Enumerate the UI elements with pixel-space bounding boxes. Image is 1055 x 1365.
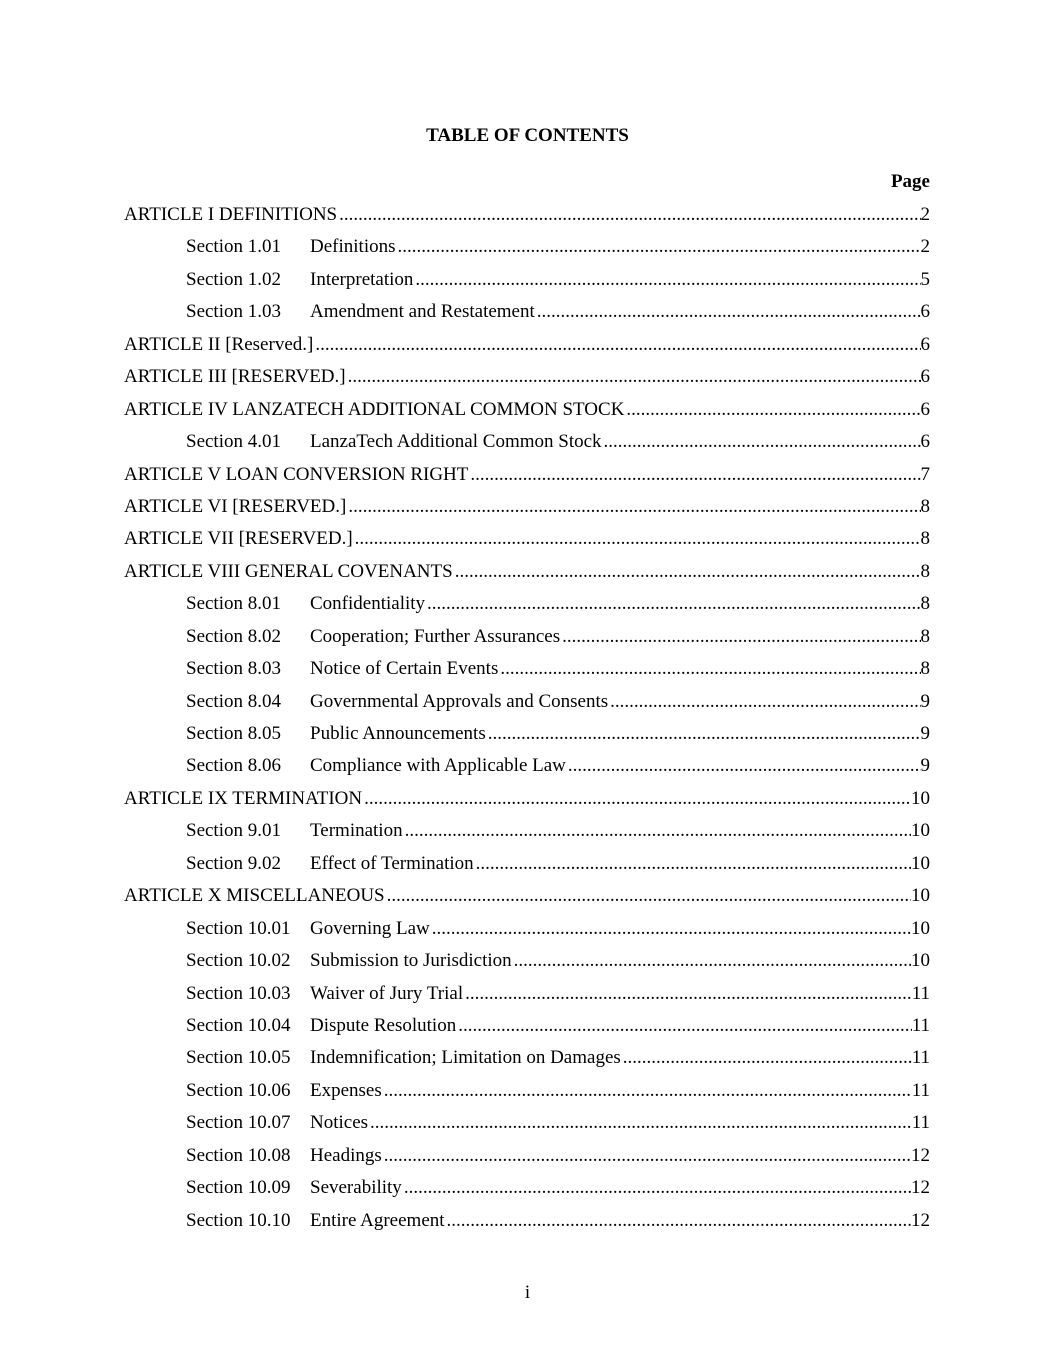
dot-leader <box>455 559 921 585</box>
dot-leader <box>562 624 920 650</box>
toc-section-number: Section 10.07 <box>186 1112 291 1134</box>
toc-section-entry[interactable] <box>124 656 930 688</box>
dot-leader <box>626 397 920 423</box>
dot-leader <box>623 1045 912 1071</box>
toc-article-entry[interactable] <box>124 494 930 526</box>
toc-entry-label: Governing Law <box>310 917 430 939</box>
dot-leader <box>500 656 920 682</box>
toc-section-entry[interactable] <box>124 818 930 850</box>
toc-page-number: 6 <box>920 366 930 388</box>
toc-section-entry[interactable] <box>124 267 930 299</box>
toc-entry-label: Definitions <box>310 236 396 258</box>
toc-page-number: 6 <box>920 431 930 453</box>
toc-entry-label: Compliance with Applicable Law <box>310 755 566 777</box>
toc-section-entry[interactable] <box>124 1143 930 1175</box>
toc-section-entry[interactable] <box>124 1208 930 1240</box>
toc-section-entry[interactable] <box>124 689 930 721</box>
toc-section-number: Section 10.08 <box>186 1144 291 1166</box>
toc-entry-label: Indemnification; Limitation on Damages <box>310 1047 621 1069</box>
toc-section-number: Section 8.01 <box>186 593 281 615</box>
toc-page-number: 6 <box>920 398 930 420</box>
dot-leader <box>405 818 911 844</box>
toc-entry-label: ARTICLE VII [RESERVED.] <box>124 528 353 550</box>
toc-section-number: Section 9.01 <box>186 820 281 842</box>
toc-entry-label: ARTICLE V LOAN CONVERSION RIGHT <box>124 463 469 485</box>
dot-leader <box>514 948 911 974</box>
toc-entry-label: Interpretation <box>310 268 414 290</box>
toc-page-number: 7 <box>920 463 930 485</box>
toc-section-number: Section 9.02 <box>186 852 281 874</box>
dot-leader <box>384 1143 911 1169</box>
dot-leader <box>604 429 921 455</box>
toc-entry-label: Termination <box>310 820 403 842</box>
toc-article-entry[interactable] <box>124 786 930 818</box>
toc-article-entry[interactable] <box>124 462 930 494</box>
toc-page-number: 5 <box>920 268 930 290</box>
dot-leader <box>458 1013 912 1039</box>
toc-page-number: 12 <box>911 1209 930 1231</box>
toc-page-number: 11 <box>911 1079 930 1101</box>
toc-entry-label: Cooperation; Further Assurances <box>310 625 561 647</box>
toc-page-number: 6 <box>920 301 930 323</box>
dot-leader <box>447 1208 911 1234</box>
toc-page-number: 10 <box>911 820 930 842</box>
dot-leader <box>465 981 912 1007</box>
toc-entry-label: ARTICLE II [Reserved.] <box>124 333 314 355</box>
toc-entry-label: Severability <box>310 1177 402 1199</box>
toc-article-entry[interactable] <box>124 202 930 234</box>
toc-section-entry[interactable] <box>124 1110 930 1142</box>
dot-leader <box>404 1175 911 1201</box>
toc-section-number: Section 1.01 <box>186 236 281 258</box>
toc-section-entry[interactable] <box>124 1175 930 1207</box>
toc-section-number: Section 10.03 <box>186 982 291 1004</box>
toc-section-entry[interactable] <box>124 1078 930 1110</box>
toc-page-number: 11 <box>911 1047 930 1069</box>
toc-section-entry[interactable] <box>124 948 930 980</box>
toc-section-number: Section 10.05 <box>186 1047 291 1069</box>
toc-section-number: Section 1.03 <box>186 301 281 323</box>
toc-entry-label: ARTICLE III [RESERVED.] <box>124 366 346 388</box>
toc-section-number: Section 8.04 <box>186 690 281 712</box>
toc-entry-label: ARTICLE IV LANZATECH ADDITIONAL COMMON STOCK <box>124 398 625 420</box>
toc-article-entry[interactable] <box>124 397 930 429</box>
toc-page-number: 11 <box>911 982 930 1004</box>
toc-page-number: 10 <box>911 950 930 972</box>
toc-list <box>124 202 930 1240</box>
dot-leader <box>415 267 920 293</box>
dot-leader <box>610 689 920 715</box>
page-column-header: Page <box>890 171 930 192</box>
toc-page-number: 10 <box>911 917 930 939</box>
toc-page-number: 9 <box>920 755 930 777</box>
toc-page-number: 8 <box>920 528 930 550</box>
dot-leader <box>470 462 920 488</box>
dot-leader <box>432 916 911 942</box>
dot-leader <box>476 851 911 877</box>
toc-section-entry[interactable] <box>124 1013 930 1045</box>
dot-leader <box>488 721 921 747</box>
toc-entry-label: Notice of Certain Events <box>310 658 499 680</box>
toc-section-number: Section 8.03 <box>186 658 281 680</box>
toc-page-number: 10 <box>911 885 930 907</box>
toc-page-number: 10 <box>911 787 930 809</box>
toc-entry-label: Waiver of Jury Trial <box>310 982 464 1004</box>
toc-page-number: 9 <box>920 690 930 712</box>
toc-section-number: Section 10.01 <box>186 917 291 939</box>
dot-leader <box>364 786 911 812</box>
toc-article-entry[interactable] <box>124 332 930 364</box>
toc-page-number: 12 <box>911 1144 930 1166</box>
dot-leader <box>370 1110 912 1136</box>
toc-section-entry[interactable] <box>124 624 930 656</box>
toc-entry-label: Amendment and Restatement <box>310 301 535 323</box>
toc-section-number: Section 10.02 <box>186 950 291 972</box>
toc-section-entry[interactable] <box>124 916 930 948</box>
toc-section-number: Section 8.05 <box>186 723 281 744</box>
dot-leader <box>348 364 921 390</box>
toc-entry-label: ARTICLE VIII GENERAL COVENANTS <box>124 560 453 582</box>
toc-section-entry[interactable] <box>124 299 930 331</box>
toc-page-number: 6 <box>920 333 930 355</box>
toc-section-entry[interactable] <box>124 721 930 753</box>
toc-article-entry[interactable] <box>124 883 930 915</box>
toc-page-number: 2 <box>920 236 930 258</box>
toc-entry-label: ARTICLE IX TERMINATION <box>124 787 363 809</box>
toc-article-entry[interactable] <box>124 559 930 591</box>
toc-entry-label: ARTICLE X MISCELLANEOUS <box>124 885 385 907</box>
toc-section-number: Section 1.02 <box>186 268 281 290</box>
toc-entry-label: LanzaTech Additional Common Stock <box>310 431 602 453</box>
toc-section-entry[interactable] <box>124 429 930 461</box>
toc-entry-label: Expenses <box>310 1079 382 1101</box>
toc-article-entry[interactable] <box>124 364 930 396</box>
toc-section-entry[interactable] <box>124 1045 930 1077</box>
toc-entry-label: Entire Agreement <box>310 1209 445 1231</box>
toc-entry-label: ARTICLE VI [RESERVED.] <box>124 495 347 517</box>
toc-page-number: 8 <box>920 560 930 582</box>
toc-section-number: Section 10.09 <box>186 1177 291 1199</box>
toc-page-number: 10 <box>911 852 930 874</box>
toc-entry-label: Effect of Termination <box>310 852 474 874</box>
toc-page-number: 11 <box>911 1014 930 1036</box>
dot-leader <box>315 332 920 358</box>
toc-entry-label: Dispute Resolution <box>310 1014 457 1036</box>
dot-leader <box>355 526 921 552</box>
toc-page-number: 11 <box>911 1112 930 1134</box>
toc-page-number: 12 <box>911 1177 930 1199</box>
dot-leader <box>427 591 920 617</box>
toc-entry-label: Governmental Approvals and Consents <box>310 690 609 712</box>
dot-leader <box>398 234 921 260</box>
dot-leader <box>339 202 920 228</box>
toc-page-number: 2 <box>920 204 930 225</box>
dot-leader <box>348 494 920 520</box>
dot-leader <box>384 1078 912 1104</box>
toc-title: TABLE OF CONTENTS <box>426 125 629 146</box>
toc-section-number: Section 10.04 <box>186 1014 291 1036</box>
toc-page-number: 8 <box>920 658 930 680</box>
dot-leader <box>568 753 921 779</box>
toc-entry-label: Submission to Jurisdiction <box>310 950 512 972</box>
toc-section-number: Section 10.10 <box>186 1209 291 1231</box>
toc-page-number: 8 <box>920 625 930 647</box>
toc-section-entry[interactable] <box>124 591 930 623</box>
toc-page-number: 9 <box>920 723 930 744</box>
toc-entry-label: Confidentiality <box>310 593 426 615</box>
dot-leader <box>537 299 921 325</box>
toc-page-number: 8 <box>920 495 930 517</box>
toc-section-entry[interactable] <box>124 234 930 266</box>
toc-section-entry[interactable] <box>124 753 930 785</box>
dot-leader <box>387 883 911 909</box>
toc-section-number: Section 10.06 <box>186 1079 291 1101</box>
toc-section-number: Section 4.01 <box>186 431 281 453</box>
toc-section-entry[interactable] <box>124 981 930 1013</box>
toc-entry-label: Headings <box>310 1144 382 1166</box>
toc-entry-label: Public Announcements <box>310 723 486 744</box>
toc-page-number: 8 <box>920 593 930 615</box>
toc-article-entry[interactable] <box>124 526 930 558</box>
toc-section-entry[interactable] <box>124 851 930 883</box>
toc-section-number: Section 8.02 <box>186 625 281 647</box>
toc-entry-label: ARTICLE I DEFINITIONS <box>124 204 338 225</box>
page-number: i <box>524 1282 531 1303</box>
toc-entry-label: Notices <box>310 1112 369 1134</box>
toc-section-number: Section 8.06 <box>186 755 281 777</box>
